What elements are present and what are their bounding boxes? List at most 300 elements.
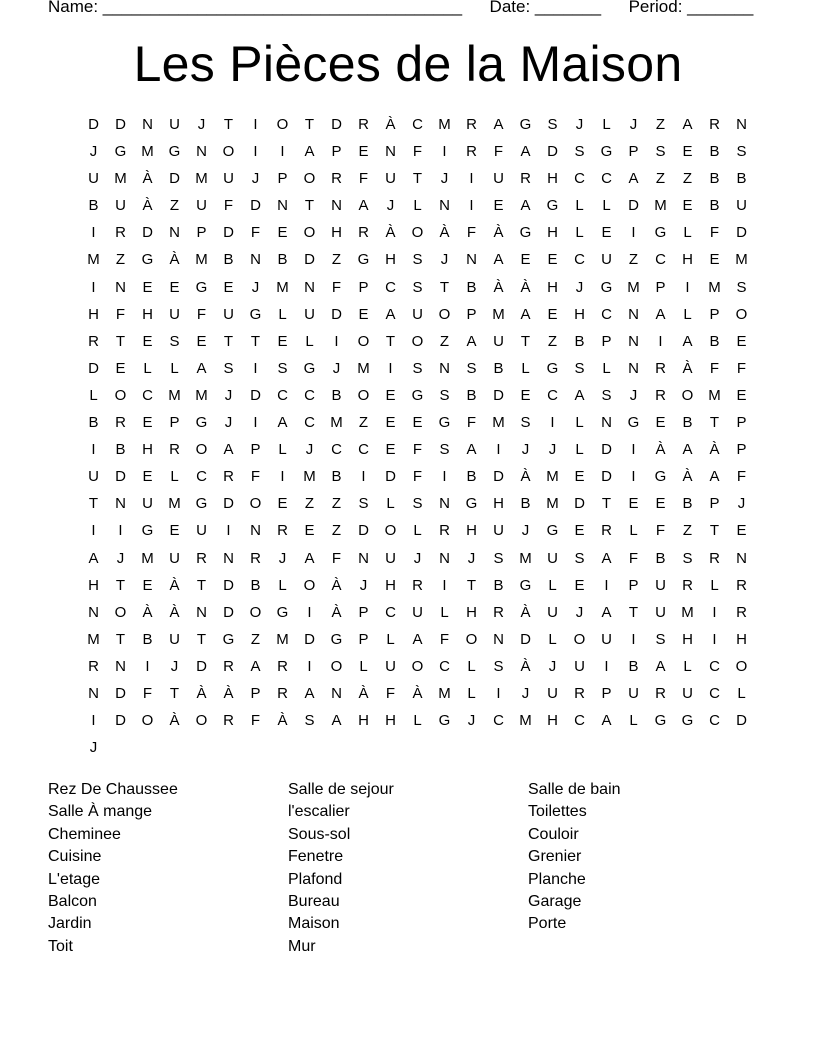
grid-letter: J xyxy=(575,116,584,133)
grid-letter: M xyxy=(276,630,289,648)
grid-letter: R xyxy=(466,116,477,133)
grid-letter: À xyxy=(682,468,693,486)
grid-letter: N xyxy=(115,278,126,296)
grid-letter: H xyxy=(682,251,693,269)
grid-letter: H xyxy=(682,630,693,648)
grid-letter: U xyxy=(169,549,180,567)
grid-letter: L xyxy=(467,684,476,702)
grid-letter: S xyxy=(655,143,666,161)
header-fields xyxy=(48,0,768,17)
grid-letter: L xyxy=(683,657,692,675)
grid-letter: R xyxy=(655,386,666,404)
grid-letter: O xyxy=(384,522,397,540)
grid-letter: O xyxy=(222,143,235,161)
grid-letter: I xyxy=(91,712,96,730)
grid-letter: P xyxy=(709,305,720,323)
grid-letter: A xyxy=(466,332,477,350)
word-list-item: Planche xyxy=(528,870,586,888)
grid-letter: D xyxy=(250,386,261,404)
grid-letter: E xyxy=(142,414,153,432)
grid-letter: G xyxy=(438,712,451,730)
grid-letter: T xyxy=(115,576,126,594)
word-list-item: Bureau xyxy=(288,893,340,911)
grid-letter: U xyxy=(88,170,99,188)
grid-letter: B xyxy=(331,468,342,486)
grid-letter: S xyxy=(682,549,693,567)
grid-letter: I xyxy=(712,630,717,648)
grid-letter: N xyxy=(88,603,99,621)
grid-letter: H xyxy=(385,251,396,269)
grid-letter: M xyxy=(519,549,532,567)
grid-letter: I xyxy=(280,468,285,486)
grid-letter: G xyxy=(546,522,559,540)
grid-letter: I xyxy=(91,224,96,242)
grid-letter: N xyxy=(331,684,342,702)
grid-letter: M xyxy=(141,549,154,567)
grid-letter: M xyxy=(438,116,451,133)
grid-letter: C xyxy=(655,251,666,269)
grid-letter: B xyxy=(142,630,153,648)
grid-letter: P xyxy=(709,495,720,513)
grid-letter: J xyxy=(224,386,233,404)
grid-letter: O xyxy=(195,441,208,459)
grid-letter: F xyxy=(412,143,423,161)
grid-letter: A xyxy=(520,305,531,323)
word-list-item: l'escalier xyxy=(288,803,350,821)
grid-letter: A xyxy=(682,332,693,350)
grid-letter: G xyxy=(546,359,559,377)
grid-letter: L xyxy=(170,468,179,486)
grid-letter: L xyxy=(89,386,98,404)
grid-letter: L xyxy=(575,224,584,242)
grid-letter: M xyxy=(87,251,100,269)
grid-letter: U xyxy=(601,630,612,648)
grid-letter: N xyxy=(331,197,342,215)
grid-letter: C xyxy=(601,170,612,188)
grid-letter: À xyxy=(493,224,504,242)
grid-letter: A xyxy=(466,441,477,459)
grid-letter: F xyxy=(385,684,396,702)
grid-letter: F xyxy=(466,224,477,242)
grid-letter: G xyxy=(114,143,127,161)
grid-letter: U xyxy=(628,684,639,702)
grid-letter: S xyxy=(493,549,504,567)
grid-letter: H xyxy=(385,576,396,594)
grid-letter: D xyxy=(493,468,504,486)
grid-letter: I xyxy=(118,522,123,540)
grid-letter: I xyxy=(253,414,258,432)
grid-letter: A xyxy=(304,684,315,702)
grid-letter: E xyxy=(277,332,288,350)
grid-letter: F xyxy=(628,549,639,567)
word-list-item: Salle de bain xyxy=(528,781,621,798)
grid-letter: Z xyxy=(358,414,369,432)
grid-letter: E xyxy=(736,522,747,540)
word-list-item: Rez De Chaussee xyxy=(48,781,178,798)
grid-letter: D xyxy=(223,495,234,513)
grid-letter: N xyxy=(196,603,207,621)
grid-letter: U xyxy=(88,468,99,486)
grid-letter: O xyxy=(411,332,424,350)
grid-letter: M xyxy=(114,170,127,188)
grid-letter: D xyxy=(304,251,315,269)
grid-letter: I xyxy=(442,143,447,161)
grid-letter: P xyxy=(331,143,342,161)
grid-letter: S xyxy=(493,657,504,675)
grid-letter: R xyxy=(493,603,504,621)
grid-letter: A xyxy=(601,603,612,621)
grid-letter: P xyxy=(250,684,261,702)
grid-letter: G xyxy=(195,278,208,296)
grid-letter: T xyxy=(88,495,99,513)
grid-letter: N xyxy=(250,522,261,540)
grid-letter: M xyxy=(168,386,181,404)
grid-letter: O xyxy=(276,116,289,133)
grid-letter: H xyxy=(736,630,747,648)
grid-letter: M xyxy=(546,495,559,513)
grid-letter: L xyxy=(413,197,422,215)
grid-letter: I xyxy=(307,603,312,621)
grid-letter: J xyxy=(116,549,125,567)
grid-letter: U xyxy=(385,657,396,675)
grid-letter: I xyxy=(631,468,636,486)
grid-letter: N xyxy=(385,143,396,161)
grid-letter: P xyxy=(358,278,369,296)
grid-letter: H xyxy=(574,305,585,323)
grid-letter: D xyxy=(601,441,612,459)
grid-letter: M xyxy=(168,495,181,513)
grid-letter: L xyxy=(548,630,557,648)
grid-letter: S xyxy=(574,143,585,161)
grid-letter: R xyxy=(223,712,234,730)
grid-letter: Z xyxy=(655,170,666,188)
grid-letter: A xyxy=(682,116,693,133)
grid-letter: A xyxy=(358,197,369,215)
grid-letter: R xyxy=(277,684,288,702)
grid-letter: E xyxy=(115,359,126,377)
grid-letter: P xyxy=(466,305,477,323)
grid-letter: Z xyxy=(331,522,342,540)
grid-letter: E xyxy=(142,576,153,594)
grid-letter: I xyxy=(442,576,447,594)
grid-letter: O xyxy=(114,386,127,404)
grid-letter: H xyxy=(547,224,558,242)
grid-letter: B xyxy=(682,414,693,432)
grid-letter: O xyxy=(114,603,127,621)
grid-letter: N xyxy=(196,143,207,161)
grid-letter: H xyxy=(493,495,504,513)
grid-letter: S xyxy=(223,359,234,377)
grid-letter: E xyxy=(385,441,396,459)
grid-letter: F xyxy=(412,441,423,459)
grid-letter: I xyxy=(685,278,690,296)
grid-letter: R xyxy=(520,170,531,188)
name-field-label: Name: ______________________________________ xyxy=(48,0,463,16)
grid-letter: B xyxy=(682,495,693,513)
grid-letter: J xyxy=(89,143,98,161)
grid-letter: À xyxy=(358,684,369,702)
grid-letter: C xyxy=(709,684,720,702)
grid-letter: N xyxy=(439,359,450,377)
grid-letter: C xyxy=(385,278,396,296)
grid-letter: R xyxy=(682,576,693,594)
grid-letter: D xyxy=(736,224,747,242)
grid-letter: M xyxy=(141,143,154,161)
grid-letter: Z xyxy=(682,170,693,188)
grid-letter: I xyxy=(496,441,501,459)
grid-letter: A xyxy=(412,630,423,648)
grid-letter: G xyxy=(195,495,208,513)
grid-letter: G xyxy=(519,224,532,242)
grid-letter: P xyxy=(736,414,747,432)
grid-letter: O xyxy=(438,305,451,323)
grid-letter: T xyxy=(196,630,207,648)
grid-letter: T xyxy=(439,278,450,296)
grid-letter: M xyxy=(492,305,505,323)
grid-letter: O xyxy=(141,712,154,730)
grid-letter: B xyxy=(520,495,531,513)
grid-letter: L xyxy=(602,359,611,377)
grid-letter: C xyxy=(142,386,153,404)
grid-letter: F xyxy=(709,224,720,242)
grid-letter: M xyxy=(276,278,289,296)
grid-letter: À xyxy=(709,441,720,459)
grid-letter: E xyxy=(358,143,369,161)
grid-letter: À xyxy=(412,684,423,702)
grid-letter: S xyxy=(574,549,585,567)
grid-letter: E xyxy=(628,495,639,513)
grid-letter: U xyxy=(115,197,126,215)
grid-letter: R xyxy=(250,549,261,567)
grid-letter: I xyxy=(469,170,474,188)
grid-letter: D xyxy=(223,603,234,621)
grid-letter: C xyxy=(304,414,315,432)
grid-letter: M xyxy=(654,197,667,215)
grid-letter: D xyxy=(169,170,180,188)
grid-letter: H xyxy=(142,441,153,459)
grid-letter: S xyxy=(520,414,531,432)
grid-letter: I xyxy=(280,143,285,161)
grid-letter: T xyxy=(196,576,207,594)
grid-letter: E xyxy=(142,278,153,296)
grid-letter: U xyxy=(223,305,234,323)
grid-letter: I xyxy=(91,522,96,540)
grid-letter: E xyxy=(304,522,315,540)
grid-letter: L xyxy=(575,414,584,432)
grid-letter: A xyxy=(304,143,315,161)
grid-letter: S xyxy=(736,278,747,296)
grid-letter: B xyxy=(466,386,477,404)
grid-letter: J xyxy=(251,278,260,296)
grid-letter: À xyxy=(655,441,666,459)
grid-letter: L xyxy=(602,116,611,133)
grid-letter: N xyxy=(601,414,612,432)
grid-letter: L xyxy=(440,603,449,621)
grid-letter: H xyxy=(466,522,477,540)
grid-letter: G xyxy=(357,251,370,269)
grid-letter: T xyxy=(250,332,261,350)
grid-letter: U xyxy=(736,197,747,215)
grid-letter: T xyxy=(115,630,126,648)
grid-letter: R xyxy=(655,684,666,702)
grid-letter: D xyxy=(520,630,531,648)
grid-letter: T xyxy=(601,495,612,513)
grid-letter: M xyxy=(330,414,343,432)
grid-letter: À xyxy=(169,251,180,269)
grid-letter: N xyxy=(250,251,261,269)
grid-letter: L xyxy=(629,712,638,730)
grid-letter: O xyxy=(303,224,316,242)
grid-letter: A xyxy=(250,657,261,675)
grid-letter: N xyxy=(304,278,315,296)
grid-letter: P xyxy=(196,224,207,242)
grid-letter: R xyxy=(574,684,585,702)
grid-letter: D xyxy=(142,224,153,242)
grid-letter: T xyxy=(115,332,126,350)
grid-letter: S xyxy=(412,495,423,513)
grid-letter: G xyxy=(627,414,640,432)
grid-letter: I xyxy=(253,359,258,377)
grid-letter: F xyxy=(223,197,234,215)
grid-letter: R xyxy=(277,522,288,540)
grid-letter: N xyxy=(169,224,180,242)
grid-letter: J xyxy=(521,522,530,540)
grid-letter: C xyxy=(601,305,612,323)
grid-letter: G xyxy=(681,712,694,730)
grid-letter: I xyxy=(442,468,447,486)
grid-letter: O xyxy=(249,603,262,621)
grid-letter: Z xyxy=(115,251,126,269)
grid-letter: S xyxy=(736,143,747,161)
grid-letter: I xyxy=(631,224,636,242)
grid-letter: J xyxy=(440,170,449,188)
grid-letter: M xyxy=(708,278,721,296)
grid-letter: A xyxy=(493,116,504,133)
grid-letter: S xyxy=(574,359,585,377)
grid-letter: D xyxy=(331,305,342,323)
grid-letter: B xyxy=(88,197,99,215)
grid-letter: Z xyxy=(331,495,342,513)
grid-letter: G xyxy=(195,414,208,432)
grid-letter: G xyxy=(519,576,532,594)
grid-letter: E xyxy=(169,522,180,540)
grid-letter: N xyxy=(115,657,126,675)
grid-letter: O xyxy=(303,576,316,594)
grid-letter: L xyxy=(278,441,287,459)
grid-letter: H xyxy=(88,305,99,323)
grid-letter: A xyxy=(520,143,531,161)
word-list-item: Jardin xyxy=(48,915,92,933)
grid-letter: J xyxy=(386,197,395,215)
grid-letter: U xyxy=(304,305,315,323)
grid-letter: S xyxy=(439,386,450,404)
grid-letter: E xyxy=(574,468,585,486)
grid-letter: Z xyxy=(331,251,342,269)
grid-letter: M xyxy=(195,251,208,269)
grid-letter: F xyxy=(115,305,126,323)
grid-letter: T xyxy=(709,414,720,432)
grid-letter: H xyxy=(331,224,342,242)
grid-letter: T xyxy=(709,522,720,540)
grid-letter: I xyxy=(334,332,339,350)
grid-letter: J xyxy=(413,549,422,567)
grid-letter: À xyxy=(331,576,342,594)
grid-letter: Z xyxy=(169,197,180,215)
grid-letter: U xyxy=(142,495,153,513)
grid-letter: L xyxy=(548,576,557,594)
grid-letter: I xyxy=(604,576,609,594)
grid-letter: N xyxy=(88,684,99,702)
grid-letter: A xyxy=(331,712,342,730)
grid-letter: À xyxy=(169,712,180,730)
grid-letter: M xyxy=(519,712,532,730)
grid-letter: U xyxy=(547,549,558,567)
grid-letter: J xyxy=(548,657,557,675)
grid-letter: N xyxy=(736,549,747,567)
grid-letter: U xyxy=(574,657,585,675)
grid-letter: T xyxy=(628,603,639,621)
word-list-item: L'etage xyxy=(48,870,100,888)
grid-letter: L xyxy=(683,224,692,242)
grid-letter: J xyxy=(359,576,368,594)
grid-letter: À xyxy=(385,224,396,242)
grid-letter: E xyxy=(277,224,288,242)
grid-letter: D xyxy=(88,359,99,377)
grid-letter: G xyxy=(276,603,289,621)
grid-letter: N xyxy=(358,549,369,567)
grid-letter: T xyxy=(385,332,396,350)
grid-letter: À xyxy=(169,603,180,621)
grid-letter: Z xyxy=(682,522,693,540)
grid-letter: J xyxy=(278,549,287,567)
grid-letter: À xyxy=(520,468,531,486)
grid-letter: C xyxy=(574,712,585,730)
grid-letter: G xyxy=(249,305,262,323)
grid-letter: I xyxy=(145,657,150,675)
grid-letter: D xyxy=(250,197,261,215)
grid-letter: G xyxy=(654,468,667,486)
grid-letter: J xyxy=(521,441,530,459)
grid-letter: À xyxy=(223,684,234,702)
grid-letter: R xyxy=(115,414,126,432)
grid-letter: E xyxy=(736,332,747,350)
grid-letter: L xyxy=(521,359,530,377)
word-list-item: Sous-sol xyxy=(288,825,351,843)
grid-letter: B xyxy=(88,414,99,432)
grid-letter: U xyxy=(412,603,423,621)
grid-letter: E xyxy=(142,332,153,350)
grid-letter: R xyxy=(88,657,99,675)
grid-letter: C xyxy=(574,170,585,188)
date-field-label: Date: _______ xyxy=(489,0,602,16)
period-field-label: Period: _______ xyxy=(628,0,754,16)
grid-letter: E xyxy=(574,522,585,540)
grid-letter: C xyxy=(439,657,450,675)
grid-letter: D xyxy=(223,224,234,242)
grid-letter: H xyxy=(547,712,558,730)
grid-letter: Z xyxy=(439,332,450,350)
grid-letter: F xyxy=(439,630,450,648)
grid-letter: I xyxy=(388,359,393,377)
grid-letter: J xyxy=(521,684,530,702)
grid-letter: N xyxy=(277,197,288,215)
grid-letter: J xyxy=(332,359,341,377)
grid-letter: À xyxy=(493,278,504,296)
grid-letter: F xyxy=(736,468,747,486)
grid-letter: I xyxy=(91,441,96,459)
grid-letter: À xyxy=(196,684,207,702)
word-list-item: Garage xyxy=(528,893,582,911)
